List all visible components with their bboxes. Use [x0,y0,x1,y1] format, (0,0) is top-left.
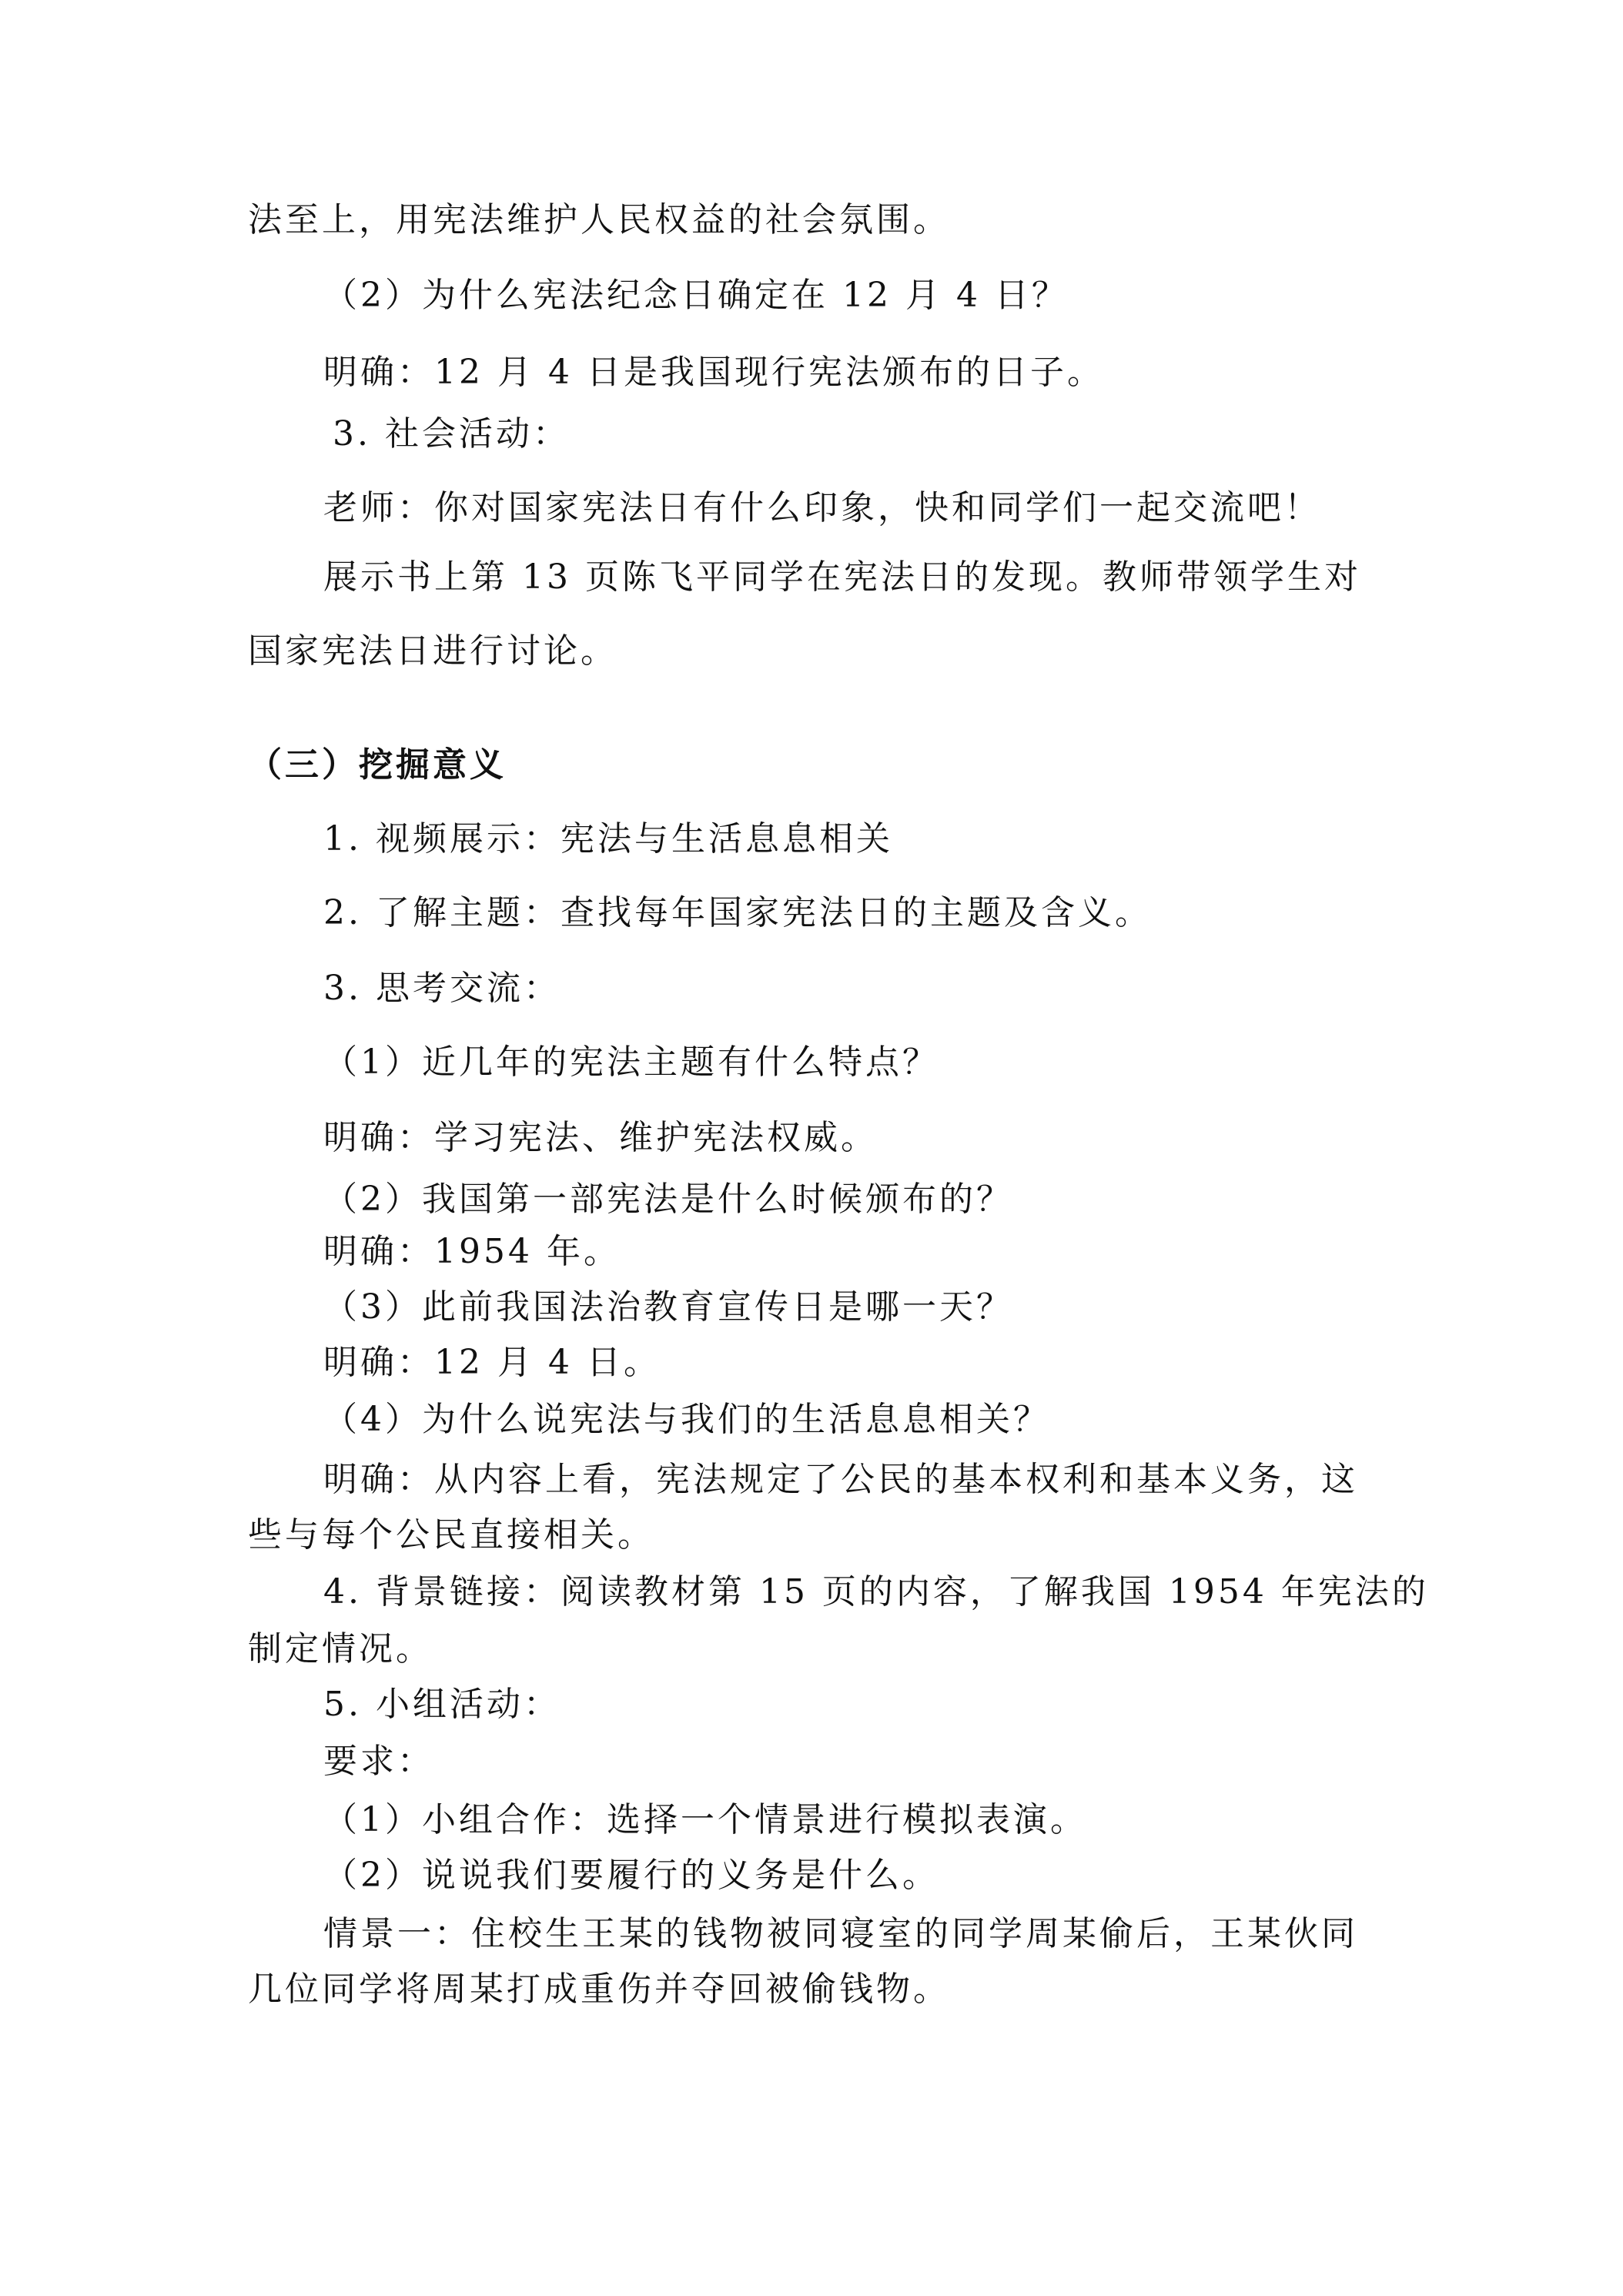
text-line: 明确：12 月 4 日。 [323,1343,661,1382]
text-line: （2）我国第一部宪法是什么时候颁布的？ [323,1180,1013,1219]
text-line: （1）小组合作：选择一个情景进行模拟表演。 [323,1800,1087,1839]
text-line: 3. 思考交流： [323,969,561,1008]
text-line: 明确：学习宪法、维护宪法权威。 [323,1118,878,1157]
text-line: （2）说说我们要履行的义务是什么。 [323,1856,939,1895]
text-line: （3）此前我国法治教育宣传日是哪一天？ [323,1287,1013,1327]
text-line: 情景一：住校生王某的钱物被同寝室的同学周某偷后，王某伙同 [323,1914,1358,1953]
text-line: 法至上，用宪法维护人民权益的社会氛围。 [248,200,950,239]
text-line: 1. 视频展示：宪法与生活息息相关 [323,819,893,858]
text-line: 明确：1954 年。 [323,1232,621,1271]
text-line: 明确：从内容上看，宪法规定了公民的基本权利和基本义务，这 [323,1460,1358,1499]
text-line: 展示书上第 13 页陈飞平同学在宪法日的发现。教师带领学生对 [323,557,1361,597]
text-line: 4. 背景链接：阅读教材第 15 页的内容，了解我国 1954 年宪法的 [323,1572,1429,1612]
text-line: 3. 社会活动： [333,414,570,454]
text-line: （2）为什么宪法纪念日确定在 12 月 4 日？ [323,276,1069,315]
text-line: 2. 了解主题：查找每年国家宪法日的主题及含义。 [323,893,1152,932]
text-line: 明确：12 月 4 日是我国现行宪法颁布的日子。 [323,353,1104,392]
text-line: 老师：你对国家宪法日有什么印象，快和同学们一起交流吧！ [323,488,1321,527]
text-line: 国家宪法日进行讨论。 [248,631,617,671]
text-line: （1）近几年的宪法主题有什么特点？ [323,1043,939,1082]
text-line: 几位同学将周某打成重伤并夺回被偷钱物。 [248,1970,950,2009]
text-line: 要求： [323,1742,434,1781]
text-line: 些与每个公民直接相关。 [248,1515,654,1555]
text-line: （4）为什么说宪法与我们的生活息息相关？ [323,1400,1050,1439]
text-line: 5. 小组活动： [323,1685,561,1724]
section-heading: （三）挖掘意义 [248,745,507,785]
text-line: 制定情况。 [248,1629,433,1668]
